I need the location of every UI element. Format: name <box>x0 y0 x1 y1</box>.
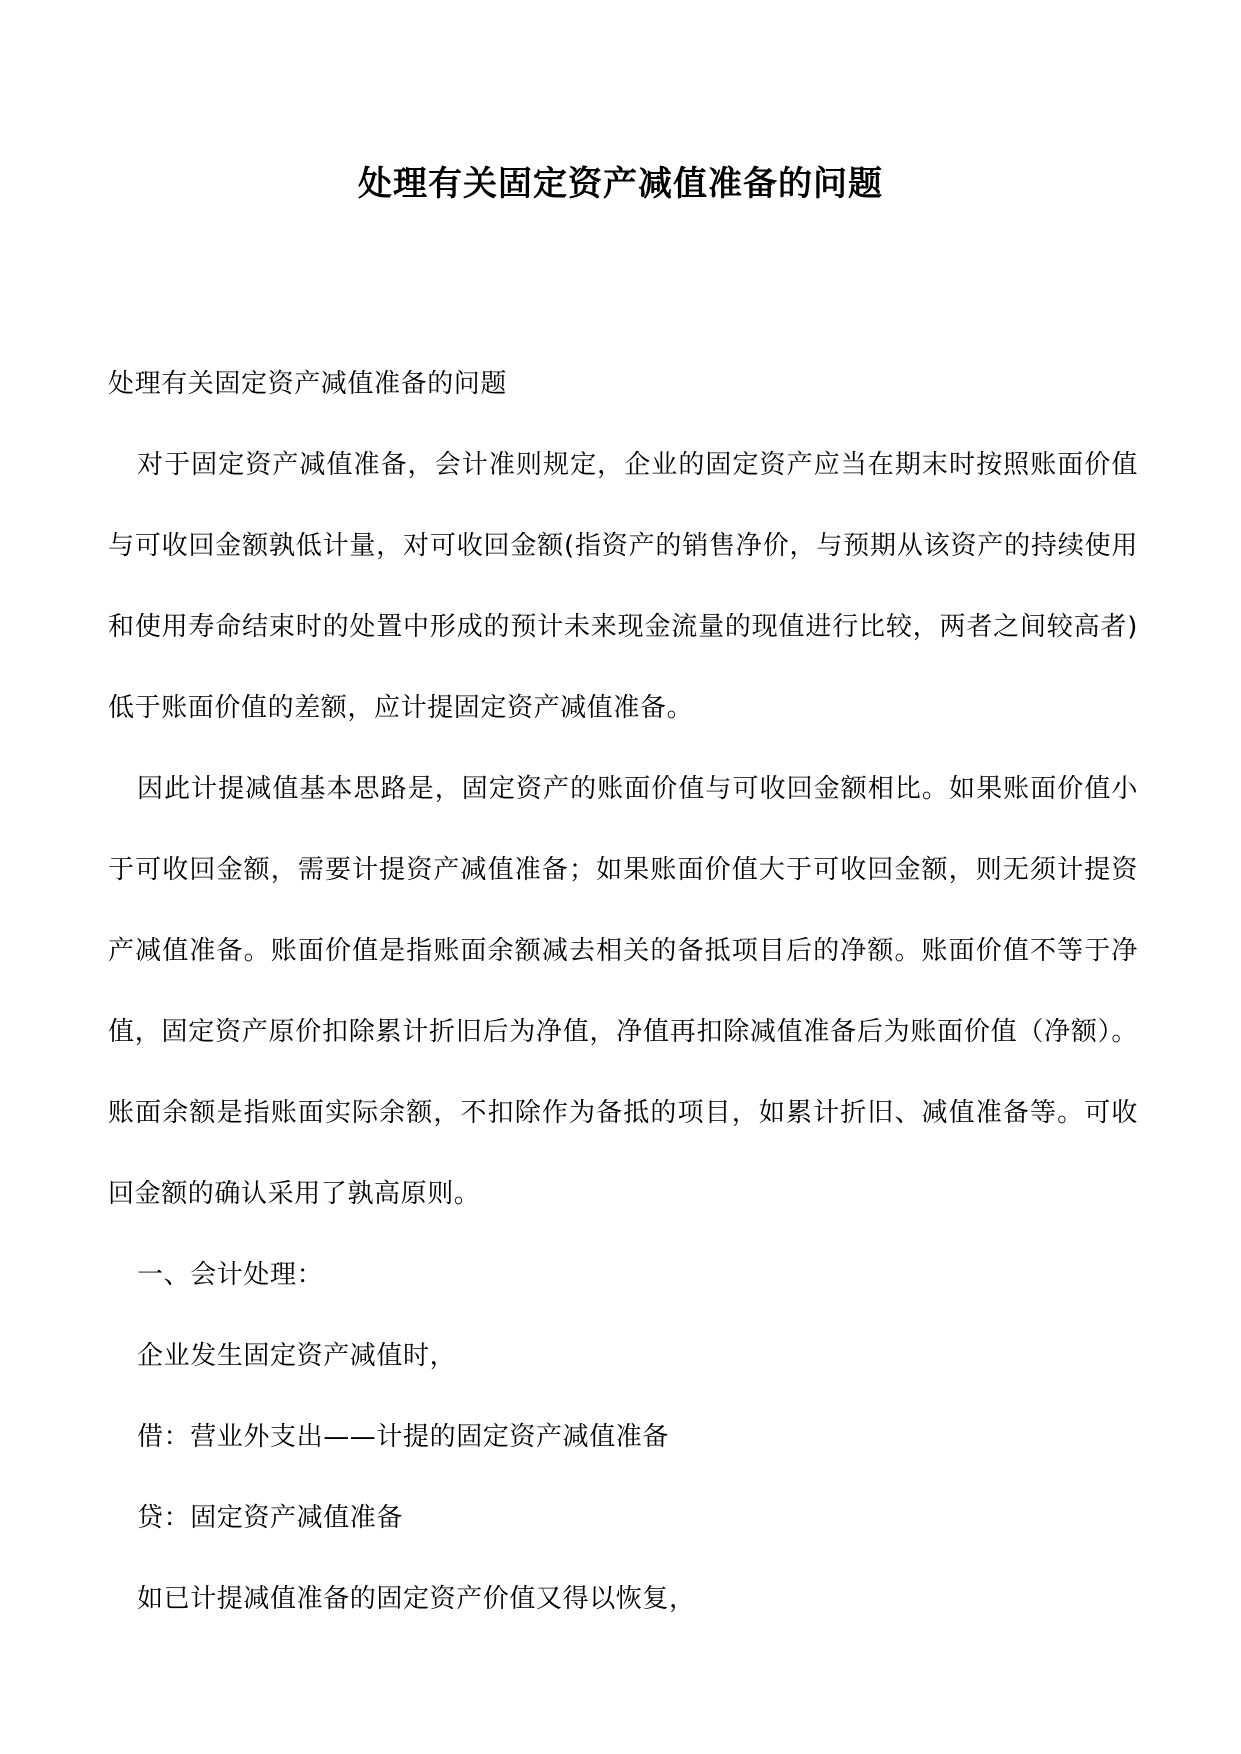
document-title: 处理有关固定资产减值准备的问题 <box>358 164 883 204</box>
paragraph-book-value-explanation: 因此计提减值基本思路是，固定资产的账面价值与可收回金额相比。如果账面价值小于可收回金额，需要计提资产减值准备；如果账面价值大于可收回金额，则无须计提资产减值准备。账面价值是指账面余额减去相关的备抵项目后的净额。账面价值不等于净值，固定资产原价扣除累计折旧后为净值，净值再扣除减值准备后为账面价值（净额）。账面余额是指账面实际余额，不扣除作为备抵的项目，如累计折旧、减值准备等。可收回金额的确认采用了孰高原则。 <box>108 774 1138 1209</box>
paragraph-value-recovery: 如已计提减值准备的固定资产价值又得以恢复， <box>137 1584 696 1614</box>
paragraph-impairment-occurs: 企业发生固定资产减值时， <box>137 1341 457 1371</box>
document-subtitle: 处理有关固定资产减值准备的问题 <box>108 369 508 399</box>
journal-entry-credit: 贷：固定资产减值准备 <box>137 1503 404 1533</box>
paragraph-impairment-rule: 对于固定资产减值准备，会计准则规定，企业的固定资产应当在期末时按照账面价值与可收回金额孰低计量，对可收回金额(指资产的销售净价，与预期从该资产的持续使用和使用寿命结束时的处置中形成的预计未来现金流量的现值进行比较，两者之间较高者)低于账面价值的差额，应计提固定资产减值准备。 <box>108 450 1138 723</box>
section-heading-accounting: 一、会计处理： <box>137 1260 324 1290</box>
document-body <box>108 344 1138 1640</box>
journal-entry-debit: 借：营业外支出——计提的固定资产减值准备 <box>137 1422 670 1452</box>
